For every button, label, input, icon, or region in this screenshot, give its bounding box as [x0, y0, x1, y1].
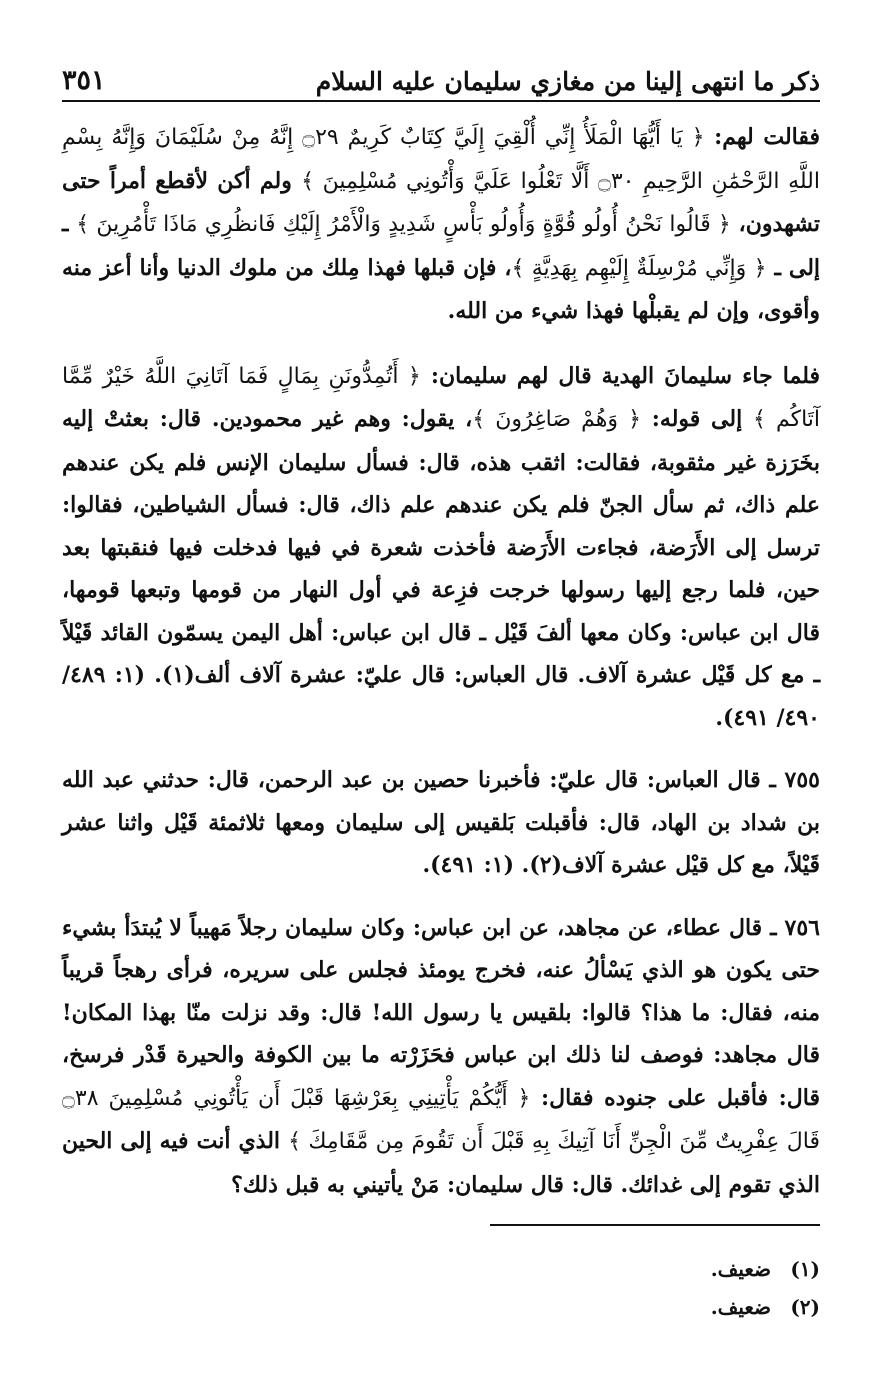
paragraph-756: [62, 907, 820, 1207]
quran-quote: ﴿ يَا أَيُّهَا الْمَلَأُ إِنِّي أُلْقِيَ إِلَيَّ كِتَابٌ كَرِيمٌ ۝٢٩ إِنَّهُ مِنْ سُلَيْمَانَ وَإِنَّهُ بِسْمِ اللَّهِ الرَّحْمَٰنِ الرَّحِيمِ ۝٣٠ أَلَّا تَعْلُوا عَلَيَّ وَأْتُونِي مُسْلِمِينَ ﴾: [62, 125, 820, 194]
footnote-divider: [490, 1224, 820, 1226]
running-header: [62, 56, 820, 96]
footnote-2-text: ضعيف.: [710, 1295, 772, 1319]
text-segment: الذي أنت فيه إلى الحين الذي تقوم إلى غدائك. قال: قال سليمان: مَنْ يأتيني به قبل ذلك؟: [62, 1128, 820, 1198]
text-segment: ـ إلى ـ: [62, 211, 821, 281]
paragraph-2: [62, 355, 820, 740]
text-segment: ، يقول: وهم غير محمودين. قال: بعثتْ إليه بخَرَزة غير مثقوبة، فقالت: اثقب هذه، قال: فسأل سليمان الإنس فلم يكن عندهم علم ذاك، ثم سأل الجنّ فلم يكن عندهم علم ذاك، قال: فسأل الشياطين، فقالوا: ترسل إلى الأَرَضة، فجاءت الأَرَضة فأخذت شعرة في فيها فدخلت فيها فنقبتها بعد حين، فلما رجع إليها رسولها خرجت فزِعة في أول النهار من قومها وتبعها قومها، قال ابن عباس: وكان معها ألفَ قَيْل ـ قال ابن عباس: أهل اليمن يسمّون القائد قَيْلاً ـ مع كل قَيْل عشرة آلاف. قال العباس: قال عليّ: عشرة آلاف ألف(١). (١: ٤٨٩/ ٤٩٠/ ٤٩١).: [62, 406, 821, 731]
quran-quote: ﴿ وَإِنِّي مُرْسِلَةٌ إِلَيْهِم بِهَدِيَّةٍ ﴾: [511, 255, 767, 281]
quran-quote: ﴿ أَيُّكُمْ يَأْتِينِي بِعَرْشِهَا قَبْلَ أَن يَأْتُونِي مُسْلِمِينَ ۝٣٨ قَالَ عِفْرِيتٌ مِّنَ الْجِنِّ أَنَا آتِيكَ بِهِ قَبْلَ أَن تَقُومَ مِن مَّقَامِكَ ﴾: [62, 1085, 820, 1154]
text-segment: فقالت لهم:: [704, 124, 820, 150]
text-segment: ٧٥٥ ـ قال العباس: قال عليّ: فأخبرنا حصين بن عبد الرحمن، قال: حدثني عبد الله بن شداد بن الهاد، قال: فأقبلت بَلقيس إلى سليمان ومعها ثلاثمئة قَيْل واثنا عشر قَيْلاً، مع كل قيْل عشرة آلاف(٢). (١: ٤٩١).: [62, 767, 820, 878]
text-segment: إلى قوله:: [641, 406, 753, 432]
paragraph-755: [62, 759, 820, 887]
footnote-2-number: (٢): [790, 1295, 820, 1319]
running-header-title: ذكر ما انتهى إلينا من مغازي سليمان عليه السلام: [315, 67, 820, 96]
text-segment: ، فإن قبلها فهذا مِلك من ملوك الدنيا وأنا أعز منه وأقوى، وإن لم يقبلْها فهذا شيء من الله.: [62, 254, 820, 324]
quran-quote: ﴿ قَالُوا نَحْنُ أُولُو قُوَّةٍ وَأُولُو بَأْسٍ شَدِيدٍ وَالْأَمْرُ إِلَيْكِ فَانظُرِي مَاذَا تَأْمُرِينَ ﴾: [76, 212, 731, 237]
text-segment: ٧٥٦ ـ قال عطاء، عن مجاهد، عن ابن عباس: وكان سليمان رجلاً مَهيباً لا يُبتدَأ بشيء حتى يكون هو الذي يَسْألُ عنه، فخرج يومئذ فجلس على سريره، فرأى رهجاً قريباً منه، فقال: ما هذا؟ قالوا: بلقيس يا رسول الله! قال: وقد نزلت منّا بهذا المكان! قال مجاهد: فوصف لنا ذلك ابن عباس فحَزَرْته ما بين الكوفة والحيرة قَدْر فرسخ، قال: فأقبل على جنوده فقال:: [62, 914, 820, 1111]
footnotes: [62, 1250, 820, 1326]
quran-quote: ﴿ أَتُمِدُّونَنِ بِمَالٍ فَمَا آتَانِيَ اللَّهُ خَيْرٌ مِّمَّا آتَاكُم ﴾: [62, 363, 821, 432]
text-segment: فلما جاء سليمانَ الهدية قال لهم سليمان:: [420, 362, 820, 389]
text-segment: ولم أكن لأقطع أمراً حتى تشهدون،: [62, 167, 820, 237]
quran-quote: ﴿ وَهُمْ صَاغِرُونَ ﴾: [472, 407, 642, 432]
book-page: [62, 56, 820, 1326]
footnote-1-number: (١): [790, 1257, 820, 1281]
header-divider: [62, 100, 820, 102]
footnote-1: [62, 1250, 820, 1288]
footnote-2: [62, 1288, 820, 1326]
page-number: ٣٥١: [62, 65, 106, 96]
footnote-1-text: ضعيف.: [710, 1257, 772, 1281]
paragraph-1: [62, 116, 820, 333]
